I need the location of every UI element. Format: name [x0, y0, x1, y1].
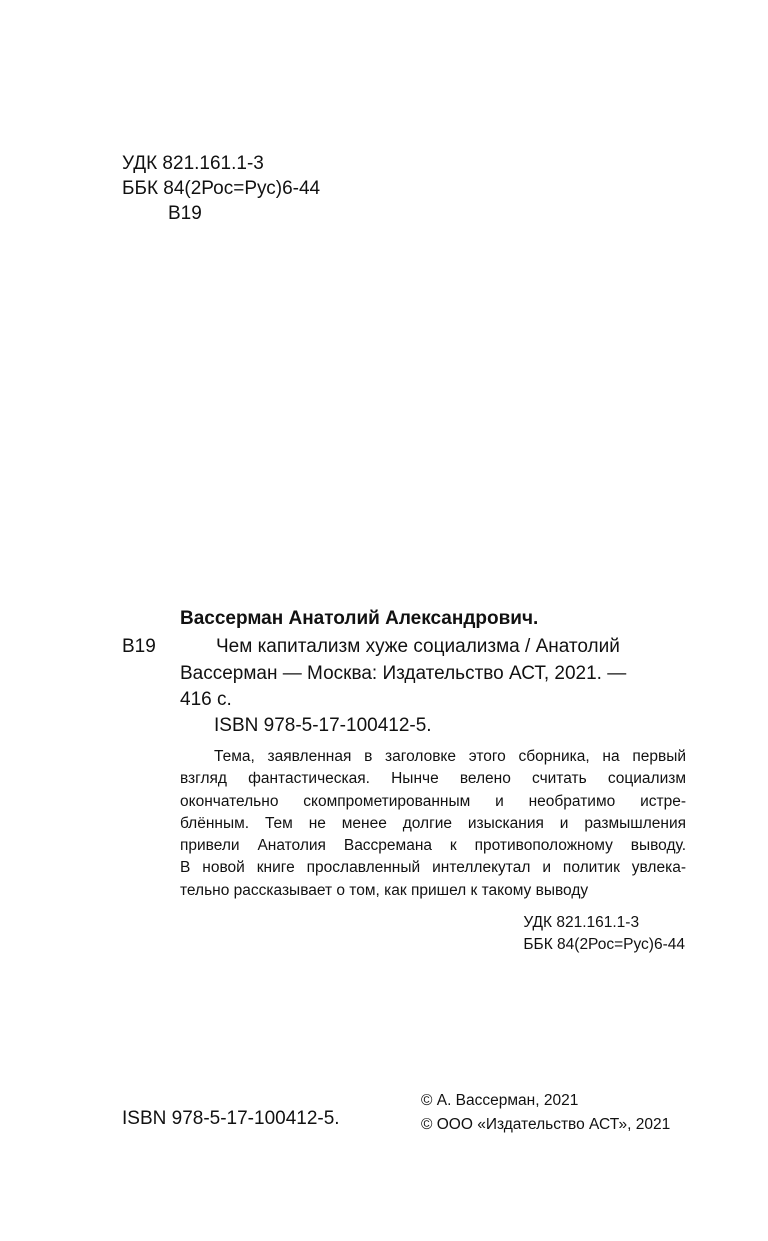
udk-code: УДК 821.161.1-3 [122, 153, 264, 174]
bottom-classification-codes [523, 912, 685, 956]
annotation [180, 746, 686, 902]
annotation-line: взгляд фантастическая. Нынче велено считать социализм [180, 770, 686, 788]
bibliographic-description [180, 634, 686, 714]
copyright-author: © А. Вассерман, 2021 [421, 1092, 579, 1109]
annotation-line: блённым. Тем не менее долгие изыскания и размышления [180, 814, 686, 832]
udk-code: УДК 821.161.1-3 [523, 914, 640, 931]
annotation-line: В новой книге прославленный интеллекутал и политик увлека- [180, 859, 686, 877]
bbk-code: ББК 84(2Рос=Рус)6-44 [523, 936, 685, 953]
entry-isbn: ISBN 978-5-17-100412-5. [214, 715, 432, 736]
annotation-line: окончательно скомпрометированным и необратимо истре- [180, 792, 686, 810]
cutter-code: В19 [168, 203, 202, 224]
top-classification-codes [122, 151, 320, 226]
annotation-line: тельно рассказывает о том, как пришел к такому выводу [180, 881, 589, 899]
copyright-block [421, 1089, 670, 1137]
footer-isbn: ISBN 978-5-17-100412-5. [122, 1108, 340, 1129]
bbk-code: ББК 84(2Рос=Рус)6-44 [122, 178, 321, 199]
bib-line-1: Чем капитализм хуже социализма / Анатолий [216, 636, 620, 657]
copyright-publisher: © ООО «Издательство АСТ», 2021 [421, 1116, 671, 1133]
annotation-line: Тема, заявленная в заголовке этого сборника, на первый [214, 748, 686, 765]
entry-cutter-code: В19 [122, 636, 156, 657]
author-heading: Вассерман Анатолий Александрович. [180, 608, 539, 629]
annotation-line: привели Анатолия Вассремана к противоположному выводу. [180, 837, 686, 855]
bib-line-3: 416 с. [180, 689, 232, 710]
bib-line-2: Вассерман — Москва: Издательство АСТ, 2021. — [180, 662, 627, 684]
